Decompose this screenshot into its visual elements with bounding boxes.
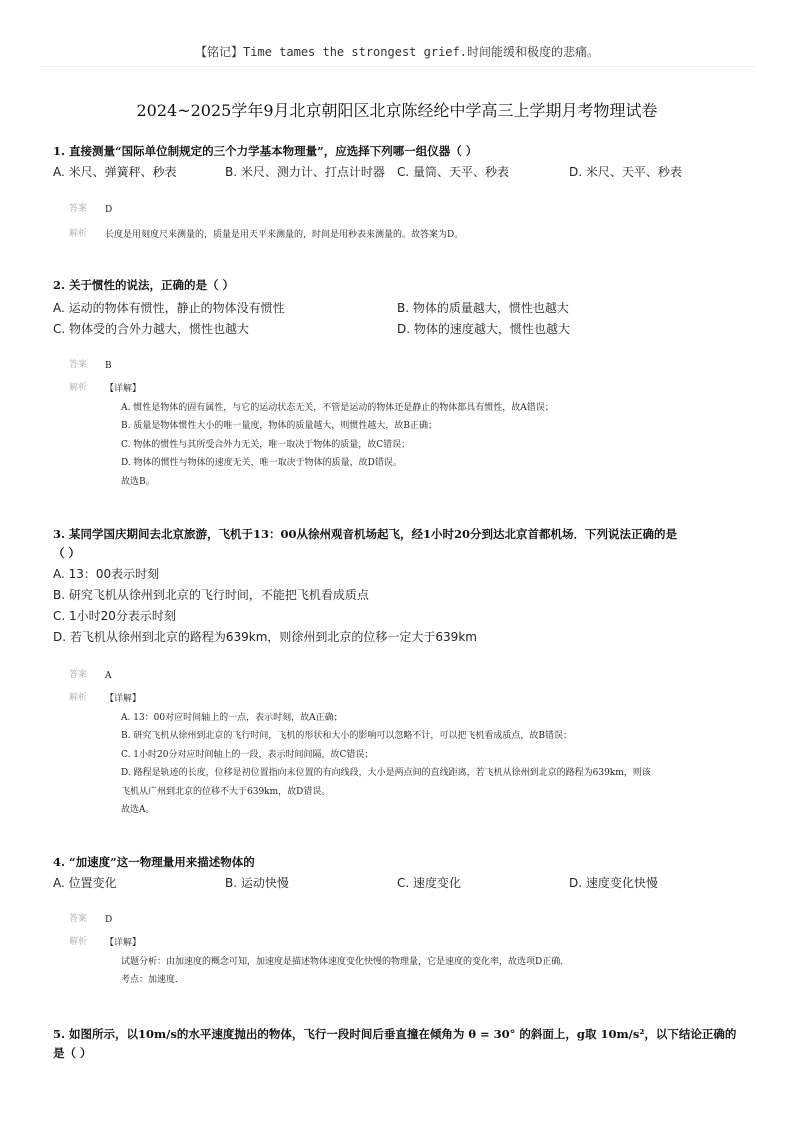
question-1 bbox=[53, 142, 753, 240]
detail-line: B. 研究飞机从徐州到北京的飞行时间，飞机的形状和大小的影响可以忽略不计，可以把飞机看成质点，故B错误； bbox=[121, 731, 572, 741]
question-2 bbox=[53, 276, 753, 487]
analysis-label: 解析 bbox=[69, 383, 88, 393]
detail-line: 故选B。 bbox=[121, 476, 155, 487]
analysis-label: 解析 bbox=[69, 693, 88, 703]
header-motto: 【铭记】Time tames the strongest grief.时间能缓和极度的悲痛。 bbox=[195, 45, 599, 59]
detail-heading: 【详解】 bbox=[105, 938, 142, 948]
option-a: A. 米尺、弹簧秤、秒表 bbox=[53, 165, 177, 179]
question-3 bbox=[53, 525, 753, 815]
analysis-label: 解析 bbox=[69, 937, 88, 947]
analysis-text bbox=[105, 934, 745, 990]
option-d: D. 米尺、天平、秒表 bbox=[569, 165, 682, 179]
detail-line: C. 1小时20分对应时间轴上的一段，表示时间间隔，故C错误； bbox=[121, 749, 374, 760]
question-stem bbox=[53, 1025, 753, 1063]
question-stem: 1. 直接测量“国际单位制规定的三个力学基本物理量”，应选择下列哪一组仪器（ ） bbox=[53, 144, 478, 158]
answer-value: D bbox=[105, 205, 113, 215]
question-stem: 2. 关于惯性的说法，正确的是（ ） bbox=[53, 278, 235, 292]
detail-line: B. 质量是物体惯性大小的唯一量度，物体的质量越大，则惯性越大，故B正确； bbox=[121, 421, 437, 431]
detail-line: 飞机从广州到北京的位移不大于639km，故D错误。 bbox=[121, 786, 331, 797]
option-b: B. 物体的质量越大，惯性也越大 bbox=[397, 301, 569, 315]
answer-label: 答案 bbox=[69, 204, 88, 214]
option-c: C. 量筒、天平、秒表 bbox=[397, 165, 510, 179]
detail-line: A. 惯性是物体的固有属性，与它的运动状态无关，不管是运动的物体还是静止的物体都具有惯性，故A错误； bbox=[121, 402, 554, 413]
answer-value: A bbox=[105, 671, 112, 681]
option-d: D. 速度变化快慢 bbox=[569, 876, 658, 890]
detail-line: A. 13：00对应时间轴上的一点，表示时刻，故A正确； bbox=[121, 712, 343, 723]
question-stem-line: （ ） bbox=[53, 546, 81, 560]
detail-line: D. 物体的惯性与物体的速度无关，唯一取决于物体的质量，故D错误。 bbox=[121, 458, 402, 468]
answer-label: 答案 bbox=[69, 360, 88, 370]
option-a: A. 13：00表示时刻 bbox=[53, 567, 160, 581]
option-d: D. 物体的速度越大，惯性也越大 bbox=[397, 322, 570, 336]
answer-label: 答案 bbox=[69, 914, 88, 924]
analysis-text: 长度是用刻度尺来测量的，质量是用天平来测量的，时间是用秒表来测量的。故答案为D。 bbox=[105, 230, 464, 240]
detail-line: C. 物体的惯性与其所受合外力无关，唯一取决于物体的质量，故C错误； bbox=[121, 439, 411, 450]
answer-value: B bbox=[105, 361, 112, 371]
option-c: C. 物体受的合外力越大，惯性也越大 bbox=[53, 322, 250, 336]
question-stem-line: 3. 某同学国庆期间去北京旅游，飞机于13：00从徐州观音机场起飞，经1小时20分到达北京首都机场．下列说法正确的是 bbox=[53, 527, 678, 541]
detail-line: 故选A。 bbox=[121, 805, 155, 815]
detail-heading: 【详解】 bbox=[105, 384, 142, 394]
answer-value: D bbox=[105, 915, 113, 925]
question-5 bbox=[53, 1025, 753, 1063]
option-b: B. 研究飞机从徐州到北京的飞行时间，不能把飞机看成质点 bbox=[53, 588, 369, 602]
analysis-text bbox=[105, 690, 745, 820]
detail-line: D. 路程是轨迹的长度，位移是初位置指向末位置的有向线段，大小是两点间的直线距离，若飞机从徐州到北京的路程为639km，则该 bbox=[121, 768, 651, 778]
option-c: C. 1小时20分表示时刻 bbox=[53, 609, 176, 623]
question-stem bbox=[53, 525, 753, 563]
option-c: C. 速度变化 bbox=[397, 876, 462, 890]
question-stem: 4. “加速度”这一物理量用来描述物体的 bbox=[53, 855, 255, 869]
option-b: B. 运动快慢 bbox=[225, 876, 289, 890]
analysis-text bbox=[105, 380, 745, 491]
question-4 bbox=[53, 853, 753, 985]
question-stem-line: 是（ ） bbox=[53, 1046, 92, 1060]
question-stem-line: 5. 如图所示，以10m/s的水平速度抛出的物体，飞行一段时间后垂直撞在倾角为 θ = 30° 的斜面上，g取 10m/s²，以下结论正确的 bbox=[53, 1027, 737, 1041]
option-b: B. 米尺、测力计、打点计时器 bbox=[225, 165, 385, 179]
detail-line: 试题分析：由加速度的概念可知，加速度是描述物体速度变化快慢的物理量，它是速度的变化率，故选项D正确． bbox=[121, 956, 570, 967]
option-a: A. 位置变化 bbox=[53, 876, 117, 890]
option-d: D. 若飞机从徐州到北京的路程为639km，则徐州到北京的位移一定大于639km bbox=[53, 630, 477, 644]
answer-label: 答案 bbox=[69, 670, 88, 680]
analysis-label: 解析 bbox=[69, 229, 88, 239]
detail-line: 考点：加速度． bbox=[121, 975, 185, 985]
option-a: A. 运动的物体有惯性，静止的物体没有惯性 bbox=[53, 301, 285, 315]
header-divider bbox=[40, 66, 754, 67]
page-title: 2024~2025学年9月北京朝阳区北京陈经纶中学高三上学期月考物理试卷 bbox=[136, 101, 658, 120]
detail-heading: 【详解】 bbox=[105, 694, 142, 704]
